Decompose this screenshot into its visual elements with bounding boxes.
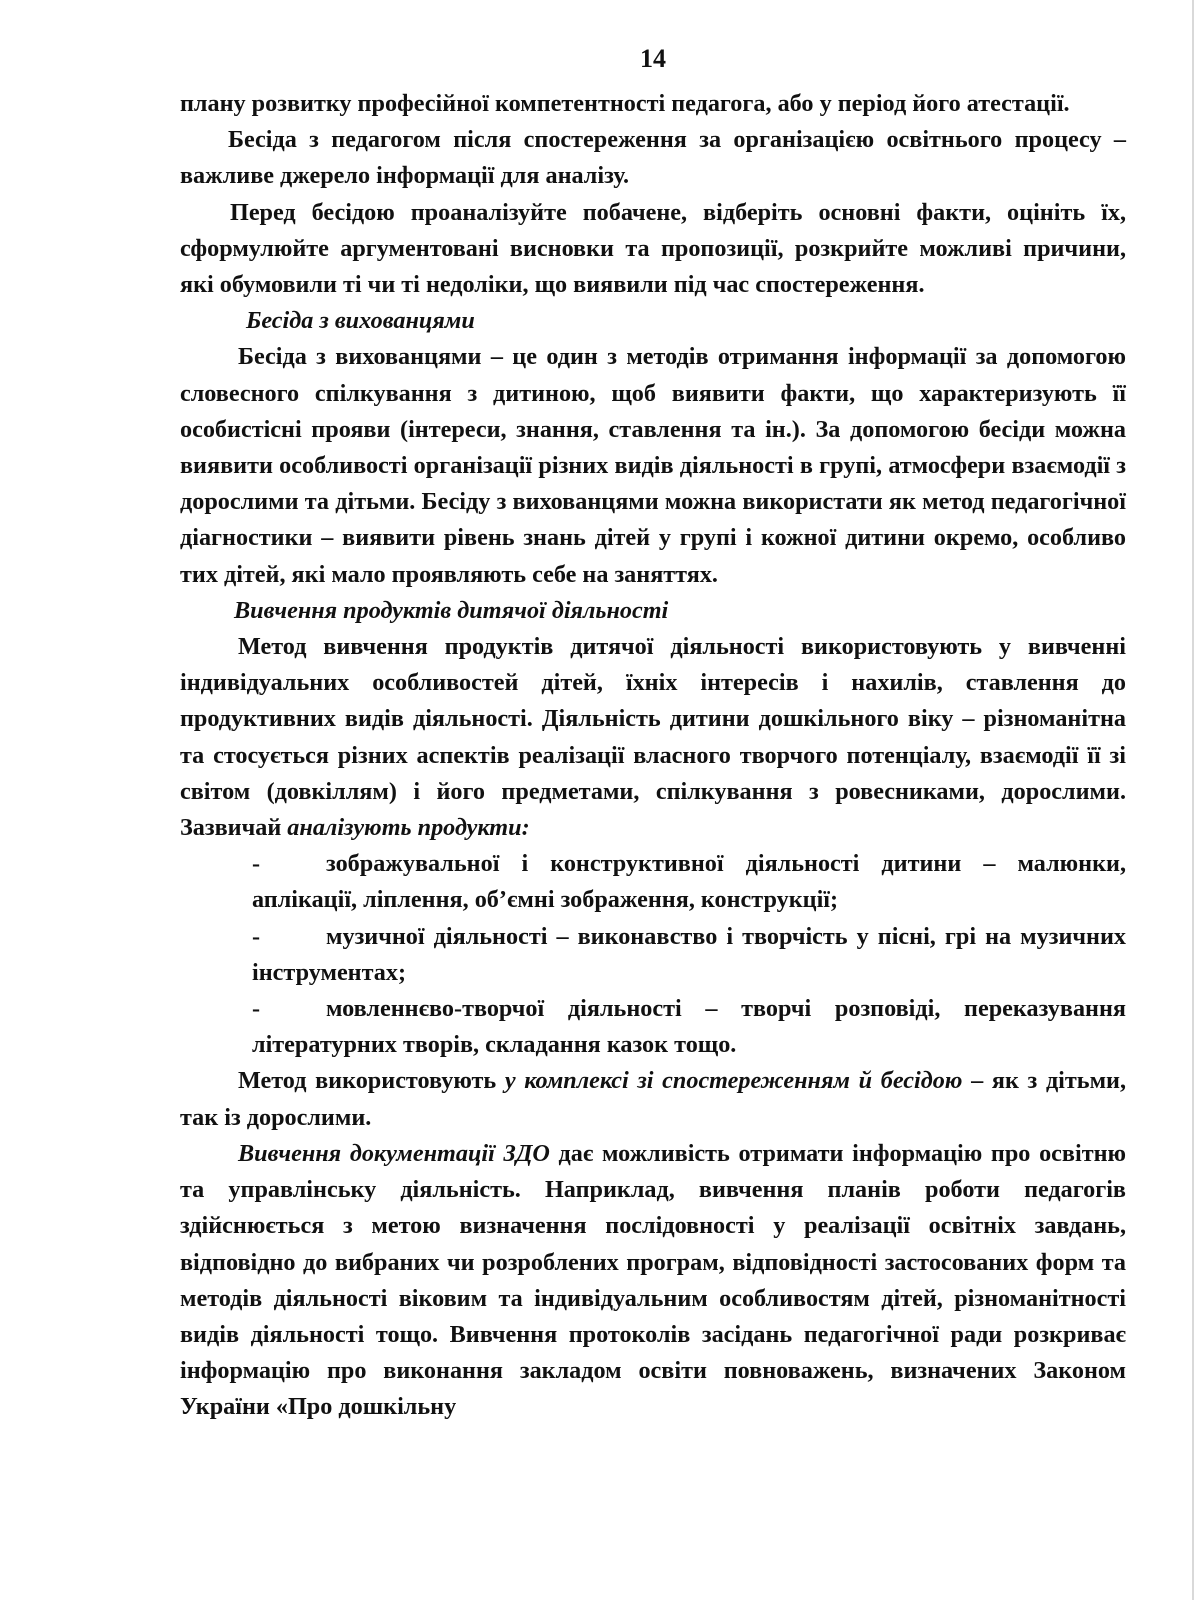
paragraph-text: Метод вивчення продуктів дитячої діяльності використовують у вивченні індивідуальних особливостей дітей, їхніх інтересів і нахилів, ставлення до продуктивних видів діяльності. Діяльність дитини дошкільного віку – різноманітна та стосується різних аспектів реалізації власного творчого потенціалу, взаємодії її зі світом (довкіллям) і його предметами, спілкування з ровесниками, дорослими. Зазвичай — [180, 633, 1126, 842]
section-heading: Вивчення продуктів дитячої діяльності — [234, 596, 669, 624]
list-bullet: - — [252, 850, 261, 878]
paragraph: плану розвитку професійної компетентності педагога, або у період його атестації. — [180, 90, 1070, 117]
paragraph-text: Метод використовують — [238, 1067, 497, 1095]
list-item — [180, 991, 1126, 1063]
paragraph — [180, 1136, 1126, 1426]
page-number: 14 — [640, 44, 666, 73]
emphasis-text: аналізують продукти: — [287, 814, 530, 842]
paragraph-text: дає можливість отримати інформацію про освітню та управлінську діяльність. Наприклад, вивчення планів роботи педагогів здійснюється з метою визначення послідовності у реалізації освітніх завдань, відповідно до вибраних чи розроблених програм, відповідності застосованих форм та методів діяльності віковим та індивідуальним особливостям дітей, різноманітності видів діяльності тощо. Вивчення протоколів засідань педагогічної ради розкриває інформацію про виконання закладом освіти повноважень, визначених Законом України «Про дошкільну — [180, 1139, 1126, 1421]
paragraph: Бесіда з педагогом після спостереження за організацією освітнього процесу – важливе джерело інформації для аналізу. — [180, 126, 1126, 190]
section-heading: Бесіда з вихованцями — [246, 307, 475, 335]
list-bullet: - — [252, 922, 261, 950]
list-item-text: мовленнєво-творчої діяльності – творчі розповіді, переказування літературних творів, складання казок тощо. — [252, 995, 1126, 1059]
emphasis-text: Вивчення документації ЗДО — [238, 1139, 550, 1167]
paragraph — [180, 629, 1126, 846]
body-text — [180, 86, 1126, 1426]
emphasis-text: у комплексі зі спостереженням й бесідою — [504, 1067, 963, 1095]
paragraph-text: – як з дітьми, так із дорослими. — [180, 1067, 1127, 1131]
list-item — [180, 846, 1126, 918]
list-item — [180, 919, 1126, 991]
list-bullet: - — [252, 995, 261, 1023]
paragraph — [180, 1063, 1126, 1135]
list-item-text: музичної діяльності – виконавство і творчість у пісні, грі на музичних інструментах; — [252, 922, 1126, 986]
paragraph: Перед бесідою проаналізуйте побачене, відберіть основні факти, оцініть їх, сформулюйте аргументовані висновки та пропозиції, розкрийте можливі причини, які обумовили ті чи ті недоліки, що виявили під час спостереження. — [180, 198, 1126, 299]
paragraph: Бесіда з вихованцями – це один з методів отримання інформації за допомогою словесного спілкування з дитиною, щоб виявити факти, що характеризують її особистісні прояви (інтереси, знання, ставлення та ін.). За допомогою бесіди можна виявити особливості організації різних видів діяльності в групі, атмосфери взаємодії з дорослими та дітьми. Бесіду з вихованцями можна використати як метод педагогічної діагностики – виявити рівень знань дітей у групі і кожної дитини окремо, особливо тих дітей, які мало проявляють себе на заняттях. — [180, 343, 1126, 588]
list-item-text: зображувальної і конструктивної діяльності дитини – малюнки, аплікації, ліплення, об’ємні зображення, конструкції; — [252, 850, 1126, 914]
